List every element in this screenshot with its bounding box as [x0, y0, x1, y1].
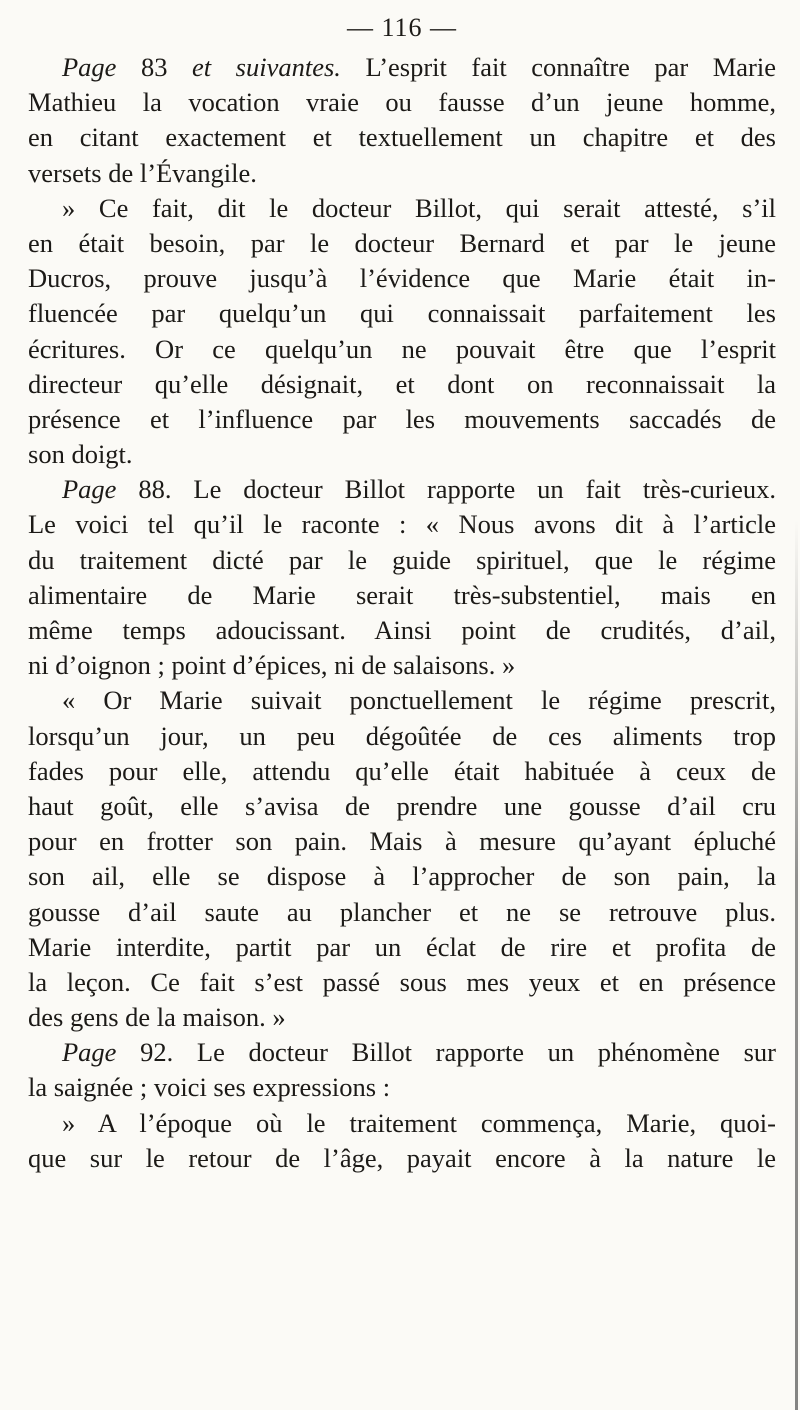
text-line: [28, 859, 776, 894]
line-text: même temps adoucissant. Ainsi point de crudités, d’ail,: [28, 615, 776, 645]
italic-reference: et suivantes.: [192, 52, 341, 82]
text-line: [28, 296, 776, 331]
text-line: [28, 789, 776, 824]
body-text: [28, 50, 776, 1176]
line-text: « Or Marie suivait ponctuellement le régime prescrit,: [62, 685, 776, 716]
text-line: [28, 578, 776, 613]
line-text: Mathieu la vocation vraie ou fausse d’un jeune homme,: [28, 87, 776, 118]
text-line: [28, 332, 776, 367]
line-text: fades pour elle, attendu qu’elle était habituée à ceux de: [28, 755, 776, 786]
line-text: Le voici tel qu’il le raconte : « Nous avons dit à l’article: [28, 509, 776, 540]
line-text: la leçon. Ce fait s’est passé sous mes yeux et en présence: [28, 966, 776, 997]
line-text: présence et l’influence par les mouvements saccadés de: [28, 403, 776, 434]
line-text: 83: [116, 52, 193, 82]
text-line: [28, 156, 776, 191]
line-text: ni d’oignon ; point d’épices, ni de salaisons. »: [28, 650, 516, 681]
line-text: des gens de la maison. »: [28, 1002, 286, 1033]
text-line: [28, 402, 776, 437]
line-text: que sur le retour de l’âge, payait encore à la nature le: [28, 1142, 776, 1173]
line-text: versets de l’Évangile.: [28, 157, 257, 188]
text-line: [28, 965, 776, 1000]
line-text: la saignée ; voici ses expressions :: [28, 1072, 391, 1103]
text-line: [28, 543, 776, 578]
line-text: gousse d’ail saute au plancher et ne se retrouve plus.: [28, 896, 776, 927]
line-text: écritures. Or ce quelqu’un ne pouvait être que l’esprit: [28, 333, 776, 364]
line-text: L’esprit fait connaître par Marie: [340, 52, 777, 82]
text-line: [28, 613, 776, 648]
text-line: [28, 261, 776, 296]
text-line: [28, 824, 776, 859]
line-text: Ducros, prouve jusqu’à l’évidence que Marie était in-: [28, 263, 776, 294]
italic-reference: Page: [62, 52, 117, 82]
text-line: [28, 930, 776, 965]
text-line: [28, 719, 776, 754]
line-text: alimentaire de Marie serait très-substentiel, mais en: [28, 579, 776, 610]
line-text: lorsqu’un jour, un peu dégoûtée de ces aliments trop: [28, 720, 776, 751]
line-text: en était besoin, par le docteur Bernard et par le jeune: [28, 227, 776, 258]
line-text: fluencée par quelqu’un qui connaissait parfaitement les: [28, 298, 776, 329]
line-text: en citant exactement et textuellement un chapitre et des: [28, 122, 776, 153]
text-line: [28, 120, 776, 155]
line-text: 92. Le docteur Billot rapporte un phénomène sur: [116, 1037, 776, 1068]
line-text: du traitement dicté par le guide spirituel, que le régime: [28, 544, 776, 575]
text-line: [28, 1000, 776, 1035]
line-text: » Ce fait, dit le docteur Billot, qui serait attesté, s’il: [62, 192, 776, 223]
text-line: [28, 1106, 776, 1141]
text-line: [28, 507, 776, 542]
text-line: [28, 895, 776, 930]
line-text: 88. Le docteur Billot rapporte un fait très-curieux.: [116, 474, 776, 505]
text-line: [28, 50, 776, 85]
page-number: — 116 —: [346, 13, 458, 42]
page-edge-shadow: [795, 520, 798, 1410]
text-line: [28, 1035, 776, 1070]
text-line: [28, 472, 776, 507]
text-line: [28, 1141, 776, 1176]
text-line: [28, 226, 776, 261]
italic-reference: Page: [62, 1037, 117, 1068]
text-line: [28, 85, 776, 120]
line-text: haut goût, elle s’avisa de prendre une gousse d’ail cru: [28, 790, 776, 821]
text-line: [28, 437, 776, 472]
line-text: son ail, elle se dispose à l’approcher de son pain, la: [28, 861, 776, 892]
text-line: [28, 648, 776, 683]
text-line: [28, 367, 776, 402]
text-line: [28, 683, 776, 718]
line-text: Marie interdite, partit par un éclat de rire et profita de: [28, 931, 776, 962]
line-text: directeur qu’elle désignait, et dont on reconnaissait la: [28, 368, 776, 399]
text-line: [28, 754, 776, 789]
text-line: [28, 191, 776, 226]
line-text: pour en frotter son pain. Mais à mesure qu’ayant épluché: [28, 826, 776, 857]
line-text: » A l’époque où le traitement commença, Marie, quoi-: [62, 1107, 776, 1138]
italic-reference: Page: [62, 474, 117, 505]
text-line: [28, 1070, 776, 1105]
line-text: son doigt.: [28, 439, 133, 470]
